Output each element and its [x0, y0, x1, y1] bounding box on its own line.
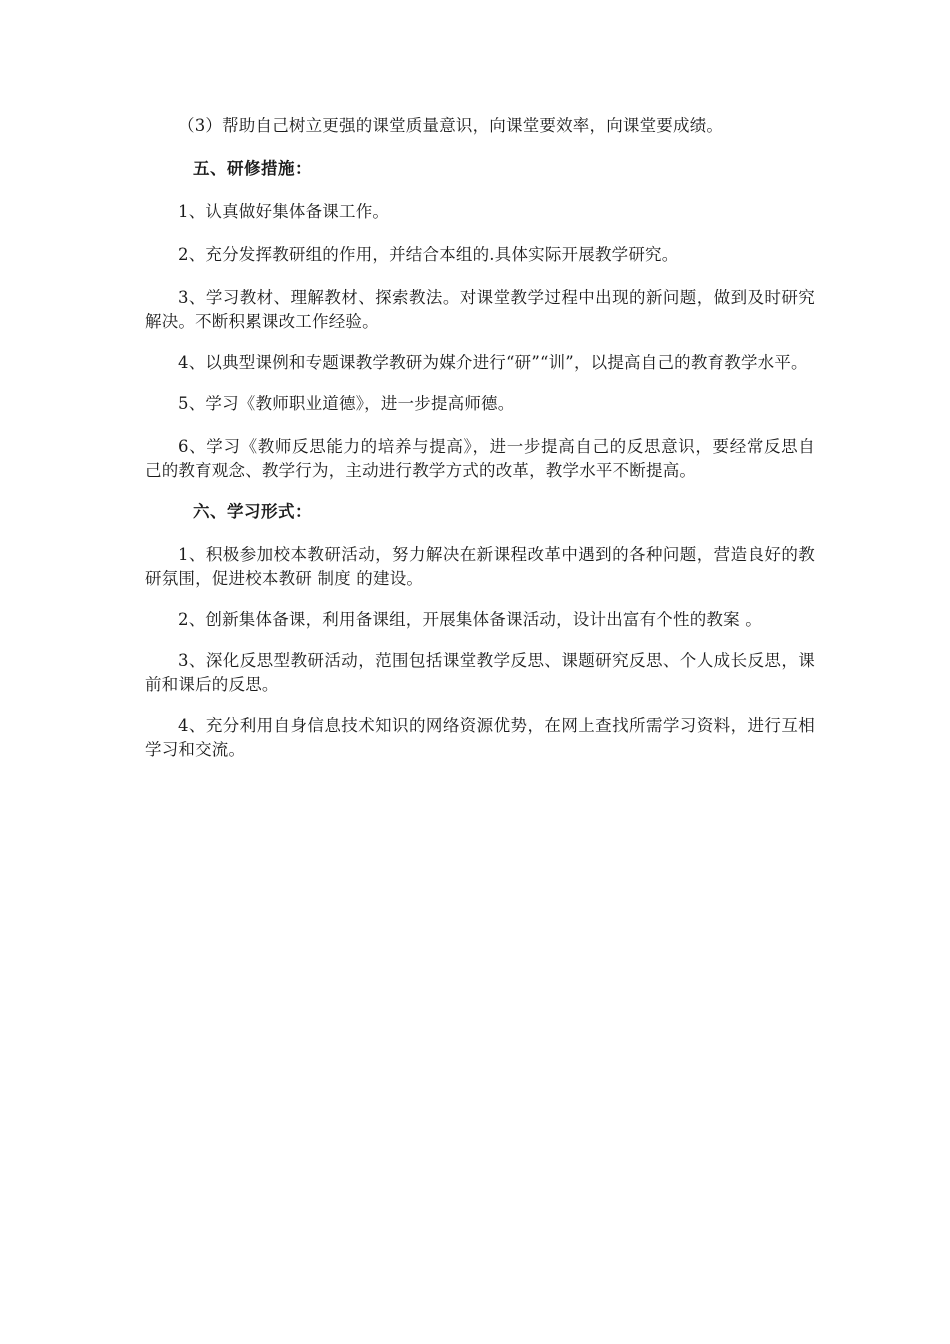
section5-item-2: 2、充分发挥教研组的作用，并结合本组的.具体实际开展教学研究。	[178, 245, 679, 264]
section5-item-4: 4、以典型课例和专题课教学教研为媒介进行“研”“训”，以提高自己的教育教学水平。	[178, 353, 808, 372]
intro-item: （3）帮助自己树立更强的课堂质量意识，向课堂要效率，向课堂要成绩。	[178, 116, 724, 135]
section5-item-6: 6、学习《教师反思能力的培养与提高》，进一步提高自己的反思意识，要经常反思自己的教育观念、教学行为，主动进行教学方式的改革，教学水平不断提高。	[145, 437, 815, 480]
section6-item-3: 3、深化反思型教研活动，范围包括课堂教学反思、课题研究反思、个人成长反思，课前和课后的反思。	[145, 651, 815, 694]
section5-item-5: 5、学习《教师职业道德》，进一步提高师德。	[178, 394, 515, 413]
section6-item-2: 2、创新集体备课，利用备课组，开展集体备课活动，设计出富有个性的教案 。	[178, 610, 762, 629]
section6-item-1: 1、积极参加校本教研活动，努力解决在新课程改革中遇到的各种问题，营造良好的教研氛围，促进校本教研 制度 的建设。	[145, 545, 815, 588]
section5-heading: 五、研修措施：	[193, 159, 312, 178]
section6-heading: 六、学习形式：	[193, 502, 312, 521]
document-body	[145, 114, 815, 779]
section5-item-1: 1、认真做好集体备课工作。	[178, 202, 390, 221]
section5-item-3: 3、学习教材、理解教材、探索教法。对课堂教学过程中出现的新问题，做到及时研究解决。不断积累课改工作经验。	[145, 288, 815, 331]
section6-item-4: 4、充分利用自身信息技术知识的网络资源优势，在网上查找所需学习资料，进行互相学习和交流。	[145, 716, 815, 759]
